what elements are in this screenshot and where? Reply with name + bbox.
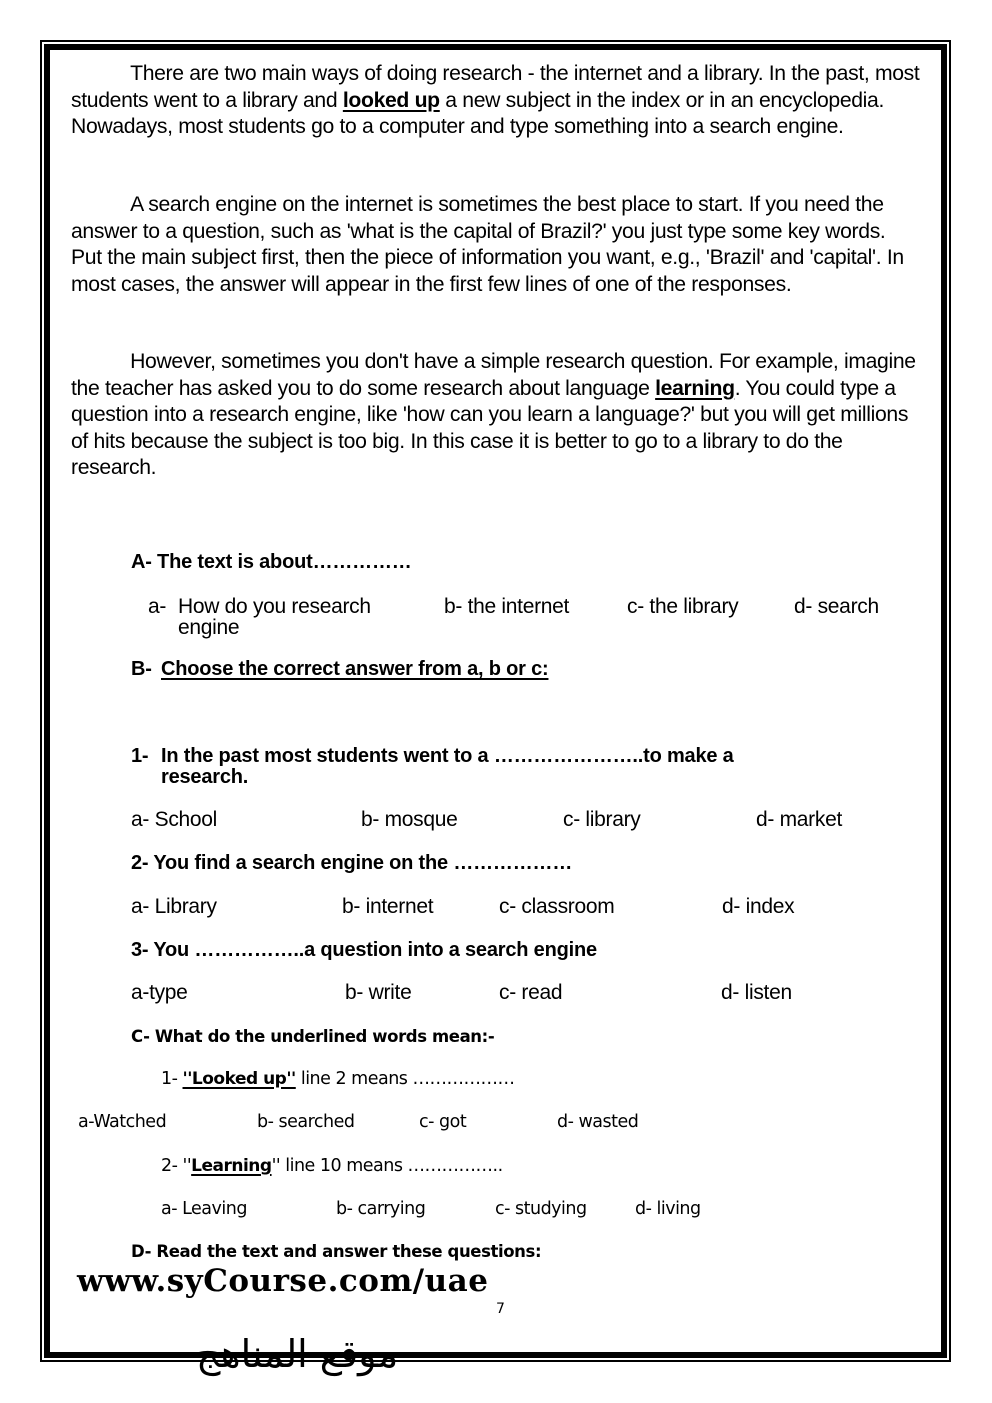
section-c-heading: C- What do the underlined words mean:- bbox=[131, 1027, 495, 1046]
passage-paragraph-1: There are two main ways of doing research - the internet and a library. In the past, most students went to a library and looked up a new subject in the index or in an encyclopedia. Nowadays, most students go to a computer and type something into a search engine. bbox=[71, 61, 920, 138]
section-c-item-1-option-c[interactable]: c- got bbox=[419, 1112, 467, 1132]
watermark-url: www.syCourse.com/uae bbox=[77, 1263, 489, 1299]
section-b-heading: Choose the correct answer from a, b or c: bbox=[161, 658, 549, 680]
section-a-option-c[interactable]: c- the library bbox=[627, 595, 739, 618]
passage-paragraph-3: However, sometimes you don't have a simple research question. For example, imagine the teacher has asked you to do some research about language learning. You could type a question into a research engine, like 'how can you learn a language?' but you will get millions of hits because the subject is too big. In this case it is better to go to a library to do the research. bbox=[71, 349, 916, 479]
section-a-option-d[interactable]: d- search bbox=[794, 595, 879, 618]
section-c-item-2: 2- ''Learning'' line 10 means …………….. bbox=[161, 1156, 503, 1176]
section-a-heading: A- The text is about…………… bbox=[131, 551, 412, 573]
question-1-text-continued: research. bbox=[161, 766, 249, 788]
question-2-option-a[interactable]: a- Library bbox=[131, 895, 217, 918]
section-c-item-1-option-d[interactable]: d- wasted bbox=[557, 1112, 639, 1132]
underlined-word-learning: learning bbox=[655, 375, 735, 400]
passage-paragraph-2: A search engine on the internet is sometimes the best place to start. If you need the answer to a question, such as 'what is the capital of Brazil?' you just type some key words. Put the main subject first, then the piece of information you want, e.g., 'Brazil' and 'capital'. In most cases, the answer will appear in the first few lines of one of the responses. bbox=[71, 192, 904, 296]
question-3-option-c[interactable]: c- read bbox=[499, 981, 563, 1004]
arabic-site-logo: موقع المناهج bbox=[196, 1332, 399, 1376]
section-d-heading: D- Read the text and answer these questions: bbox=[131, 1242, 542, 1261]
section-a-option-a-label[interactable]: a- bbox=[148, 595, 167, 618]
question-1-option-d[interactable]: d- market bbox=[756, 808, 842, 831]
question-2-text: 2- You find a search engine on the ……………… bbox=[131, 852, 573, 874]
question-3-option-b[interactable]: b- write bbox=[345, 981, 412, 1004]
question-1-option-c[interactable]: c- library bbox=[563, 808, 641, 831]
question-2-option-d[interactable]: d- index bbox=[722, 895, 795, 918]
section-a-option-b[interactable]: b- the internet bbox=[444, 595, 570, 618]
question-2-option-b[interactable]: b- internet bbox=[342, 895, 434, 918]
section-a-option-a[interactable]: How do you research bbox=[178, 595, 371, 618]
section-b-prefix: B- bbox=[131, 658, 152, 680]
question-2-option-c[interactable]: c- classroom bbox=[499, 895, 615, 918]
section-c-item-2-option-c[interactable]: c- studying bbox=[495, 1199, 587, 1219]
question-1-number: 1- bbox=[131, 745, 149, 767]
question-1-option-b[interactable]: b- mosque bbox=[361, 808, 458, 831]
underlined-word-looked-up: looked up bbox=[342, 87, 440, 112]
section-c-item-2-option-d[interactable]: d- living bbox=[635, 1199, 701, 1219]
section-c-item-2-option-b[interactable]: b- carrying bbox=[336, 1199, 426, 1219]
question-3-text: 3- You ……………..a question into a search engine bbox=[131, 939, 597, 961]
page-number: 7 bbox=[496, 1301, 505, 1317]
section-c-item-1: 1- ''Looked up'' line 2 means ……………… bbox=[161, 1069, 515, 1089]
section-a-option-d-continued[interactable]: engine bbox=[178, 616, 240, 639]
question-1-option-a[interactable]: a- School bbox=[131, 808, 218, 831]
underlined-word-looked-up-ref: ''Looked up'' bbox=[182, 1069, 296, 1089]
question-1-text: In the past most students went to a …………………..to make a bbox=[161, 745, 734, 767]
question-3-option-d[interactable]: d- listen bbox=[721, 981, 792, 1004]
underlined-word-learning-ref: Learning bbox=[191, 1156, 272, 1176]
section-c-item-1-option-b[interactable]: b- searched bbox=[257, 1112, 355, 1132]
section-c-item-2-option-a[interactable]: a- Leaving bbox=[161, 1199, 247, 1219]
section-c-item-1-option-a[interactable]: a-Watched bbox=[78, 1112, 167, 1132]
question-3-option-a[interactable]: a-type bbox=[131, 981, 188, 1004]
